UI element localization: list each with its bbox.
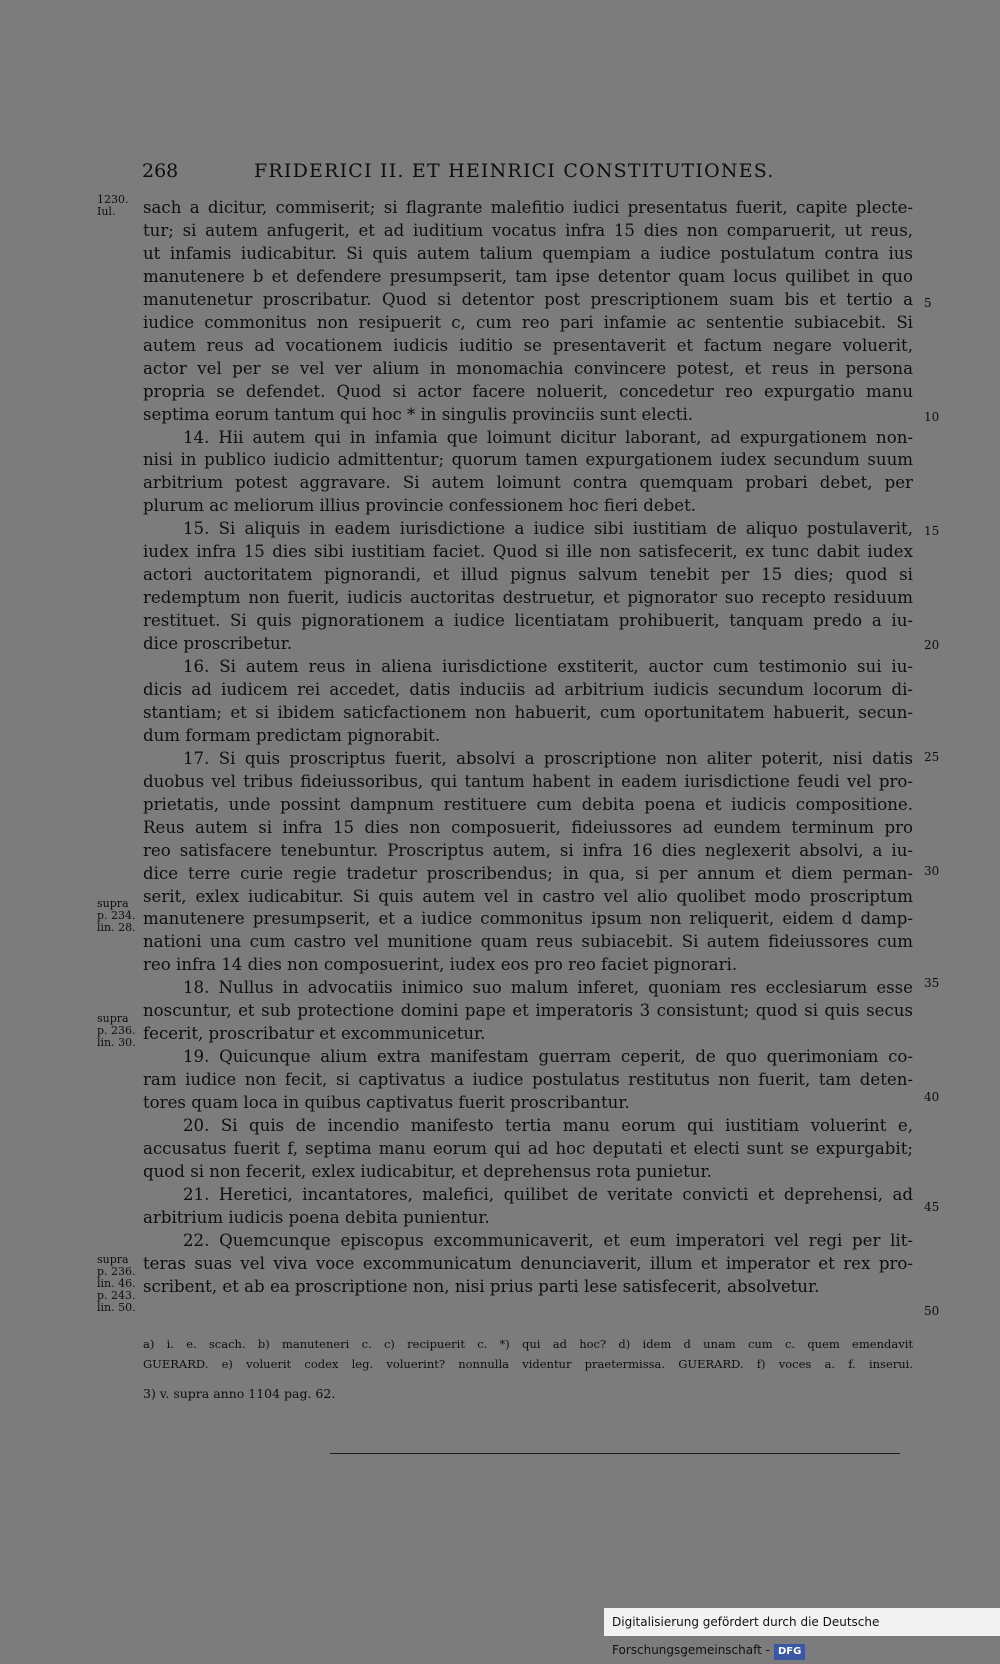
text-line: stantiam; et si ibidem saticfactionem non habuerit, cum oportunitatem habuerit, secun- bbox=[143, 702, 913, 722]
line-number: 45 bbox=[924, 1200, 940, 1214]
text-line: restituet. Si quis pignorationem a iudice licentiatam prohibuerit, tanquam predo a iu- bbox=[143, 611, 913, 631]
text-line: 20. Si quis de incendio manifesto tertia manu eorum qui iustitiam voluerint e, bbox=[183, 1116, 913, 1135]
line-number: 15 bbox=[924, 524, 940, 538]
line-number: 5 bbox=[924, 296, 932, 310]
text-line: manutenere b et defendere presumpserit, tam ipse detentor quam locus quilibet in quo bbox=[143, 266, 913, 286]
text-line: 17. Si quis proscriptus fuerit, absolvi a proscriptione non aliter poterit, nisi datis bbox=[183, 748, 913, 768]
text-line: ut infamis iudicabitur. Si quis autem talium quempiam a iudice postulatum contra ius bbox=[143, 243, 913, 263]
text-line: dicis ad iudicem rei accedet, datis induciis ad arbitrium iudicis secundum locorum di- bbox=[143, 680, 913, 699]
text-line: autem reus ad vocationem iudicis iuditio se presentaverit et factum negare voluerit, bbox=[143, 335, 913, 355]
text-line: plurum ac meliorum illius provincie confessionem hoc fieri debet. bbox=[143, 496, 697, 516]
text-line: manutenere presumpserit, et a iudice commonitus ipsum non reliquerit, eidem d damp- bbox=[143, 909, 913, 929]
text-line: iudice commonitus non resipuerit c, cum reo pari infamie ac sententie subiacebit. Si bbox=[143, 312, 913, 332]
text-line: arbitrium potest aggravare. Si autem loimunt contra quemquam probari debet, per bbox=[143, 473, 913, 493]
text-line: 22. Quemcunque episcopus excommunicaverit, et eum imperatori vel regi per lit- bbox=[183, 1230, 913, 1250]
line-number: 30 bbox=[924, 864, 940, 878]
numbered-footnote: 3) v. supra anno 1104 pag. 62. bbox=[143, 1386, 336, 1401]
running-title: FRIDERICI II. ET HEINRICI CONSTITUTIONES. bbox=[254, 160, 775, 182]
text-line: serit, exlex iudicabitur. Si quis autem vel in castro vel alio quolibet modo proscriptum bbox=[143, 886, 913, 906]
margin-note-ref: supra p. 236. lin. 30. bbox=[97, 1012, 136, 1049]
text-line: ram iudice non fecit, si captivatus a iudice postulatus restitutus non fuerit, tam deten- bbox=[143, 1070, 913, 1090]
text-line: iudex infra 15 dies sibi iustitiam faciet. Quod si ille non satisfecerit, ex tunc dabit iudex bbox=[143, 542, 913, 562]
text-line: quod si non fecerit, exlex iudicabitur, et deprehensus rota punietur. bbox=[143, 1161, 712, 1181]
text-line: actori auctoritatem pignorandi, et illud pignus salvum tenebit per 15 dies; quod si bbox=[143, 565, 913, 585]
text-line: manutenetur proscribatur. Quod si detentor post prescriptionem suam bis et tertio a bbox=[143, 289, 913, 309]
text-line: accusatus fuerit f, septima manu eorum qui ad hoc deputati et electi sunt se expurgabit; bbox=[143, 1138, 913, 1158]
text-line: Reus autem si infra 15 dies non composuerit, fideiussores ad eundem terminum pro bbox=[143, 817, 913, 837]
text-line: noscuntur, et sub protectione domini pape et imperatoris 3 consistunt; quod si quis secus bbox=[143, 1001, 913, 1021]
text-line: 16. Si autem reus in aliena iurisdictione exstiterit, auctor cum testimonio sui iu- bbox=[183, 657, 913, 676]
text-line: dice proscribetur. bbox=[143, 634, 293, 653]
text-line: teras suas vel viva voce excommunicatum denunciaverit, illum et imperator et rex pro- bbox=[143, 1253, 913, 1273]
margin-note-ref: supra p. 234. lin. 28. bbox=[97, 897, 136, 934]
text-line: nisi in publico iudicio admittentur; quorum tamen expurgationem iudex secundum suum bbox=[143, 450, 913, 470]
text-line: 14. Hii autem qui in infamia que loimunt dicitur laborant, ad expurgationem non- bbox=[183, 427, 913, 447]
text-line: 19. Quicunque alium extra manifestam guerram ceperit, de quo querimoniam co- bbox=[183, 1047, 913, 1067]
credit-bar bbox=[604, 1608, 1000, 1657]
line-number: 10 bbox=[924, 410, 940, 424]
margin-note-date: 1230. Iul. bbox=[97, 193, 129, 218]
text-line: reo infra 14 dies non composuerint, iudex eos pro reo faciet pignorari. bbox=[143, 955, 738, 975]
line-number: 35 bbox=[924, 976, 940, 990]
text-line: redemptum non fuerit, iudicis auctoritas destruetur, et pignorator suo recepto residuum bbox=[143, 588, 913, 608]
text-line: 21. Heretici, incantatores, malefici, quilibet de veritate convicti et deprehensi, ad bbox=[183, 1184, 913, 1204]
text-line: tur; si autem anfugerit, et ad iuditium vocatus infra 15 dies non comparuerit, ut reus, bbox=[143, 220, 913, 240]
footnote-line: GUERARD. e) voluerit codex leg. voluerint? nonnulla videntur praetermissa. GUERARD. f) voces a. f. inserui. bbox=[143, 1357, 913, 1371]
page-header bbox=[142, 160, 912, 184]
dfg-logo: DFG bbox=[774, 1644, 805, 1660]
line-number: 25 bbox=[924, 750, 940, 764]
footnote-line: a) i. e. scach. b) manuteneri c. c) recipuerit c. *) qui ad hoc? d) idem d unam cum c. quem emendavit bbox=[143, 1337, 913, 1351]
line-number: 40 bbox=[924, 1090, 940, 1104]
text-line: dice terre curie regie tradetur proscribendus; in qua, si per annum et diem perman- bbox=[143, 863, 913, 883]
text-line: reo satisfacere tenebuntur. Proscriptus autem, si infra 16 dies neglexerit absolvi, a iu- bbox=[143, 840, 913, 860]
text-line: propria se defendet. Quod si actor facere noluerit, concedetur reo expurgatio manu bbox=[143, 381, 913, 401]
text-line: septima eorum tantum qui hoc * in singulis provinciis sunt electi. bbox=[143, 404, 694, 424]
text-line: tores quam loca in quibus captivatus fuerit proscribantur. bbox=[143, 1093, 630, 1112]
text-line: sach a dicitur, commiserit; si flagrante malefitio iudici presentatus fuerit, capite plecte- bbox=[143, 198, 913, 217]
text-line: arbitrium iudicis poena debita punientur. bbox=[143, 1207, 490, 1227]
page-number: 268 bbox=[142, 160, 179, 182]
text-line: duobus vel tribus fideiussoribus, qui tantum habent in eadem iurisdictione feudi vel pro- bbox=[143, 771, 913, 791]
margin-note-ref: supra p. 236. lin. 46. p. 243. lin. 50. bbox=[97, 1253, 136, 1314]
text-line: scribent, et ab ea proscriptione non, nisi prius parti lese satisfecerit, absolvetur. bbox=[143, 1276, 820, 1296]
divider bbox=[330, 1453, 900, 1454]
text-line: dum formam predictam pignorabit. bbox=[143, 725, 441, 745]
credit-text: Digitalisierung gefördert durch die Deutsche Forschungsgemeinschaft - bbox=[612, 1615, 880, 1657]
text-line: 18. Nullus in advocatiis inimico suo malum inferet, quoniam res ecclesiarum esse bbox=[183, 978, 913, 998]
line-number: 50 bbox=[924, 1304, 940, 1318]
text-line: nationi una cum castro vel munitione quam reus subiacebit. Si autem fideiussores cum bbox=[143, 932, 913, 952]
text-line: actor vel per se vel ver alium in monomachia convincere potest, et reus in persona bbox=[143, 358, 913, 378]
line-number: 20 bbox=[924, 638, 940, 652]
text-line: 15. Si aliquis in eadem iurisdictione a iudice sibi iustitiam de aliquo postulaverit, bbox=[183, 519, 913, 539]
text-line: prietatis, unde possint dampnum restituere cum debita poena et iudicis compositione. bbox=[143, 794, 913, 814]
text-line: fecerit, proscribatur et excommunicetur. bbox=[143, 1024, 486, 1044]
